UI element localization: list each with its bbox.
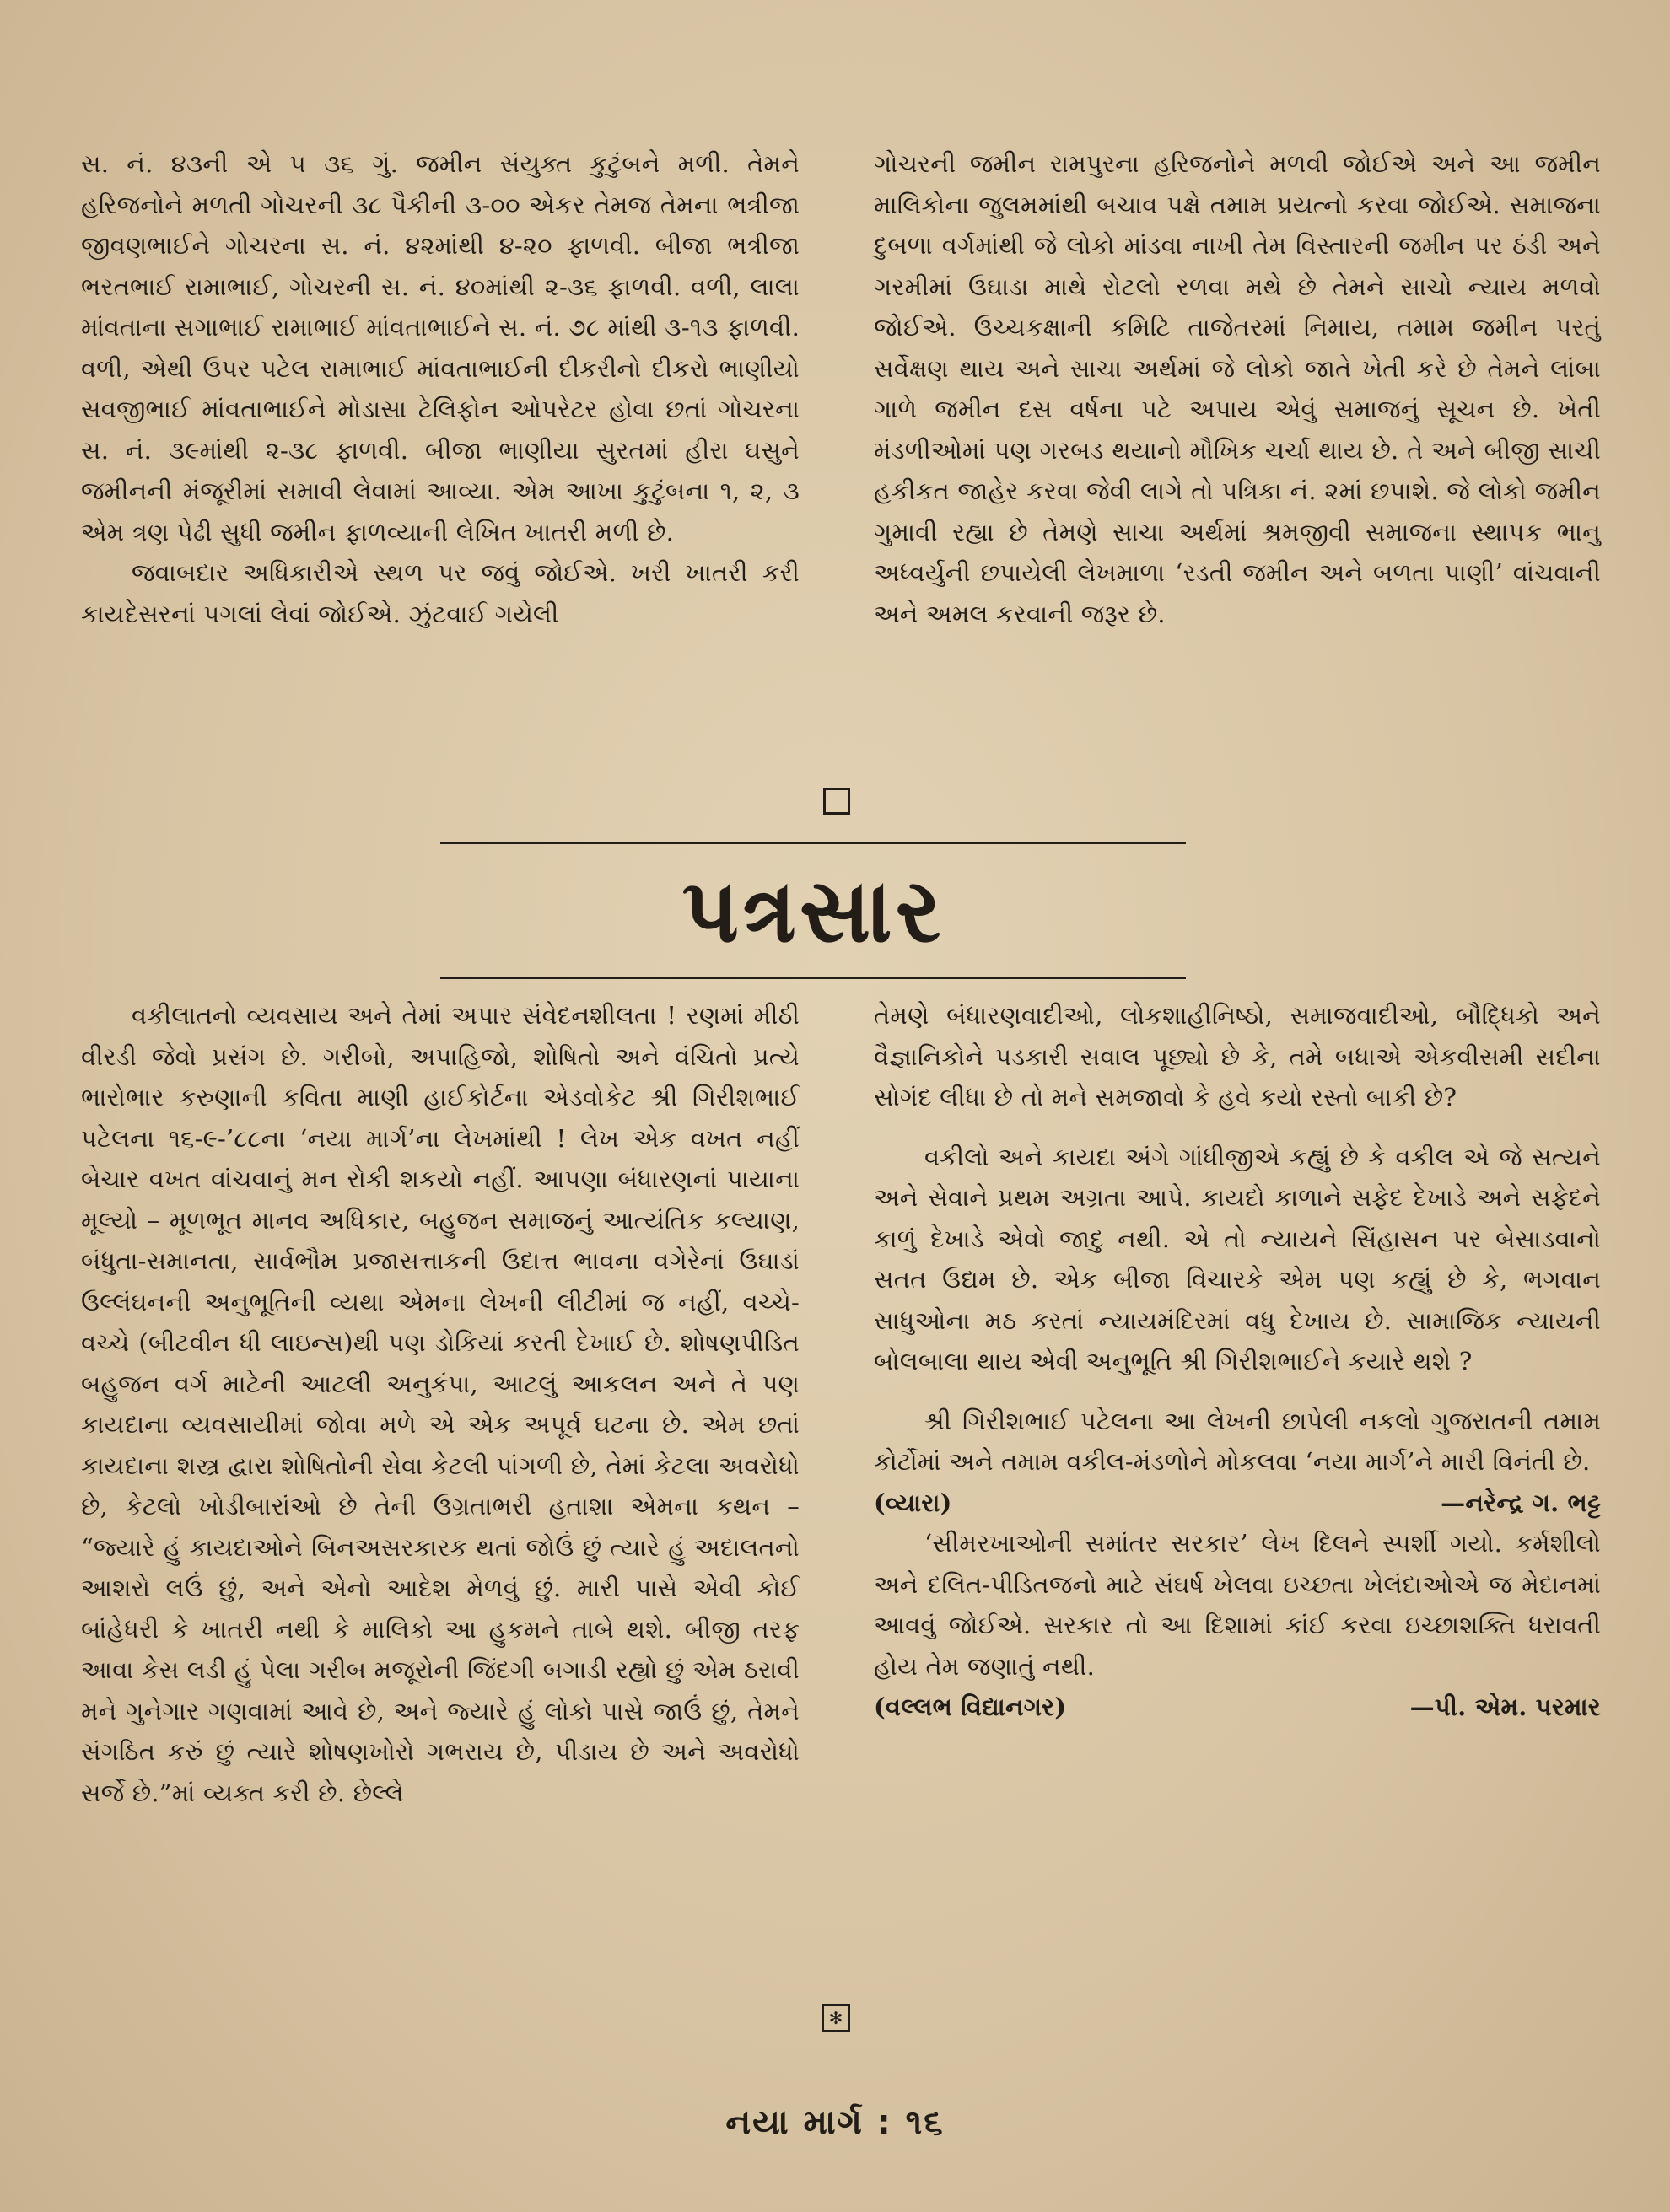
letters-right-column (874, 995, 1601, 1728)
signature-place: (વલ્લભ વિદ્યાનગર) (874, 1693, 1067, 1721)
article-top-right-column (874, 143, 1601, 634)
section-end-icon: ✻ (822, 2004, 850, 2032)
section-title: પત્રસાર (681, 858, 945, 962)
letter-signature (874, 1483, 1601, 1524)
letter-paragraph: ‘સીમરખાઓની સમાંતર સરકાર’ લેખ દિલને સ્પર્શી ગયો. કર્મશીલો અને દલિત-પીડિતજનો માટે સંઘર્ષ ખેલવા ઇચ્છતા ખેલંદાઓએ જ મેદાનમાં આવવું જોઈએ. સરકાર તો આ દિશામાં કાંઈ કરવા ઇચ્છાશક્તિ ધરાવતી હોય તેમ જણાતું નથી. (874, 1529, 1601, 1681)
article-end-box-icon (823, 788, 850, 815)
article-paragraph: ગોચરની જમીન રામપુરના હરિજનોને મળવી જોઈએ અને આ જમીન માલિકોના જુલમમાંથી બચાવ પક્ષે તમામ પ્રયત્નો કરવા જોઈએ. સમાજના દુબળા વર્ગમાંથી જે લોકો માંડવા નાખી તેમ વિસ્તારની જમીન પર ઠંડી અને ગરમીમાં ઉઘાડા માથે રોટલો રળવા મથે છે તેમને સાચો ન્યાય મળવો જોઈએ. ઉચ્ચકક્ષાની કમિટિ તાજેતરમાં નિમાય, તમામ જમીન પરતું સર્વેક્ષણ થાય અને સાચા અર્થમાં જે લોકો જાતે ખેતી કરે છે તેમને લાંબા ગાળે જમીન દસ વર્ષના પટે અપાય એવું સમાજનું સૂચન છે. ખેતી મંડળીઓમાં પણ ગરબડ થયાનો મૌખિક ચર્ચા થાય છે. તે અને બીજી સાચી હકીકત જાહેર કરવા જેવી લાગે તો પત્રિકા નં. ૨માં છપાશે. જે લોકો જમીન ગુમાવી રહ્યા છે તેમણે સાચા અર્થમાં શ્રમજીવી સમાજના સ્થાપક ભાનુ અધ્વર્યુની છપાયેલી લેખમાળા ‘રડતી જમીન અને બળતા પાણી’ વાંચવાની અને અમલ કરવાની જરૂર છે. (874, 149, 1601, 628)
signature-place: (વ્યારા) (874, 1488, 952, 1517)
letters-left-column (81, 995, 800, 1813)
page-footer: નયા માર્ગ : ૧૬ (725, 2103, 945, 2142)
article-paragraph: જવાબદાર અધિકારીએ સ્થળ પર જવું જોઈએ. ખરી ખાતરી કરી કાયદેસરનાં પગલાં લેવાં જોઈએ. ઝુંટવાઈ ગયેલી (81, 558, 800, 628)
section-rule-top (440, 842, 1186, 844)
signature-name: —નરેન્દ્ર ગ. ભટ્ટ (1441, 1488, 1601, 1517)
letter-signature (874, 1687, 1601, 1728)
article-top-left-column (81, 143, 800, 634)
letter-paragraph: વકીલો અને કાયદા અંગે ગાંધીજીએ કહ્યું છે કે વકીલ એ જે સત્યને અને સેવાને પ્રથમ અગ્રતા આપે. કાયદો કાળાને સફેદ દેખાડે અને સફેદને કાળું દેખાડે એવો જાદુ નથી. એ તો ન્યાયને સિંહાસન પર બેસાડવાનો સતત ઉદ્યમ છે. એક બીજા વિચારકે એમ પણ કહ્યું છે કે, ભગવાન સાધુઓના મઠ કરતાં ન્યાયમંદિરમાં વધુ દેખાય છે. સામાજિક ન્યાયની બોલબાલા થાય એવી અનુભૂતિ શ્રી ગિરીશભાઈને કયારે થશે ? (874, 1142, 1601, 1375)
letter-paragraph: વકીલાતનો વ્યવસાય અને તેમાં અપાર સંવેદનશીલતા ! રણમાં મીઠી વીરડી જેવો પ્રસંગ છે. ગરીબો, અપાહિજો, શોષિતો અને વંચિતો પ્રત્યે ભારોભાર કરુણાની કવિતા માણી હાઈકોર્ટના એડવોકેટ શ્રી ગિરીશભાઈ પટેલના ૧૬-૯-’૮૮ના ‘નયા માર્ગ’ના લેખમાંથી ! લેખ એક વખત નહીં બેચાર વખત વાંચવાનું મન રોકી શકયો નહીં. આપણા બંધારણનાં પાયાના મૂલ્યો – મૂળભૂત માનવ અધિકાર, બહુજન સમાજનું આત્યંતિક કલ્યાણ, બંધુતા-સમાનતા, સાર્વભૌમ પ્રજાસત્તાકની ઉદાત્ત ભાવના વગેરેનાં ઉઘાડાં ઉલ્લંઘનની અનુભૂતિની વ્યથા એમના લેખની લીટીમાં જ નહીં, વચ્ચે-વચ્ચે (બીટવીન ધી લાઇન્સ)થી પણ ડોકિયાં કરતી દેખાઈ છે. શોષણપીડિત બહુજન વર્ગ માટેની આટલી અનુકંપા, આટલું આકલન અને તે પણ કાયદાના વ્યવસાયીમાં જોવા મળે એ એક અપૂર્વ ઘટના છે. એમ છતાં કાયદાના શસ્ત્ર દ્વારા શોષિતોની સેવા કેટલી પાંગળી છે, તેમાં કેટલા અવરોધો છે, કેટલો ખોડીબારાંઓ છે તેની ઉગ્રતાભરી હતાશા એમના કથન – “જ્યારે હું કાયદાઓને બિનઅસરકારક થતાં જોઉં છું ત્યારે હું અદાલતનો આશરો લઉં છું, અને એનો આદેશ મેળવું છું. મારી પાસે એવી કોઈ બાંહેધરી કે ખાતરી નથી કે માલિકો આ હુકમને તાબે થશે. બીજી તરફ આવા કેસ લડી હું પેલા ગરીબ મજૂરોની જિંદગી બગાડી રહ્યો છું એમ ઠરાવી મને ગુનેગાર ગણવામાં આવે છે, અને જ્યારે હું લોકો પાસે જાઉં છું, તેમને સંગઠિત કરું છું ત્યારે શોષણખોરો ગભરાય છે, પીડાય છે અને અવરોધો સર્જે છે.”માં વ્યક્ત કરી છે. છેલ્લે (81, 1001, 800, 1807)
signature-name: —પી. એમ. પરમાર (1409, 1693, 1601, 1721)
letter-paragraph: તેમણે બંધારણવાદીઓ, લોકશાહીનિષ્ઠો, સમાજવાદીઓ, બૌદ્ધિકો અને વૈજ્ઞાનિકોને પડકારી સવાલ પૂછ્યો છે કે, તમે બધાએ એકવીસમી સદીના સોગંદ લીધા છે તો મને સમજાવો કે હવે કયો રસ્તો બાકી છે? (874, 1001, 1601, 1111)
letter-paragraph: શ્રી ગિરીશભાઈ પટેલના આ લેખની છાપેલી નકલો ગુજરાતની તમામ કોર્ટોમાં અને તમામ વકીલ-મંડળોને મોકલવા ‘નયા માર્ગ’ને મારી વિનંતી છે. (874, 1406, 1601, 1476)
article-paragraph: સ. નં. ૪૩ની એ ૫ ૩૬ ગું. જમીન સંયુક્ત કુટુંબને મળી. તેમને હરિજનોને મળતી ગોચરની ૩૮ પૈકીની ૩-૦૦ એકર તેમજ તેમના ભત્રીજા જીવણભાઈને ગોચરના સ. નં. ૪૨માંથી ૪-૨૦ ફાળવી. બીજા ભત્રીજા ભરતભાઈ રામાભાઈ, ગોચરની સ. નં. ૪૦માંથી ૨-૩૬ ફાળવી. વળી, લાલા માંવતાના સગાભાઈ રામાભાઈ માંવતાભાઈને સ. નં. ૭૮ માંથી ૩-૧૩ ફાળવી. વળી, એથી ઉપર પટેલ રામાભાઈ માંવતાભાઈની દીકરીનો દીકરો ભાણીયો સવજીભાઈ માંવતાભાઈને મોડાસા ટેલિફોન ઓપરેટર હોવા છતાં ગોચરના સ. નં. ૩૯માંથી ૨-૩૮ ફાળવી. બીજા ભાણીયા સુરતમાં હીરા ઘસુને જમીનની મંજૂરીમાં સમાવી લેવામાં આવ્યા. એમ આખા કુટુંબના ૧, ૨, ૩ એમ ત્રણ પેઢી સુધી જમીન ફાળવ્યાની લેખિત ખાતરી મળી છે. (81, 149, 800, 546)
section-rule-bottom (440, 977, 1186, 979)
